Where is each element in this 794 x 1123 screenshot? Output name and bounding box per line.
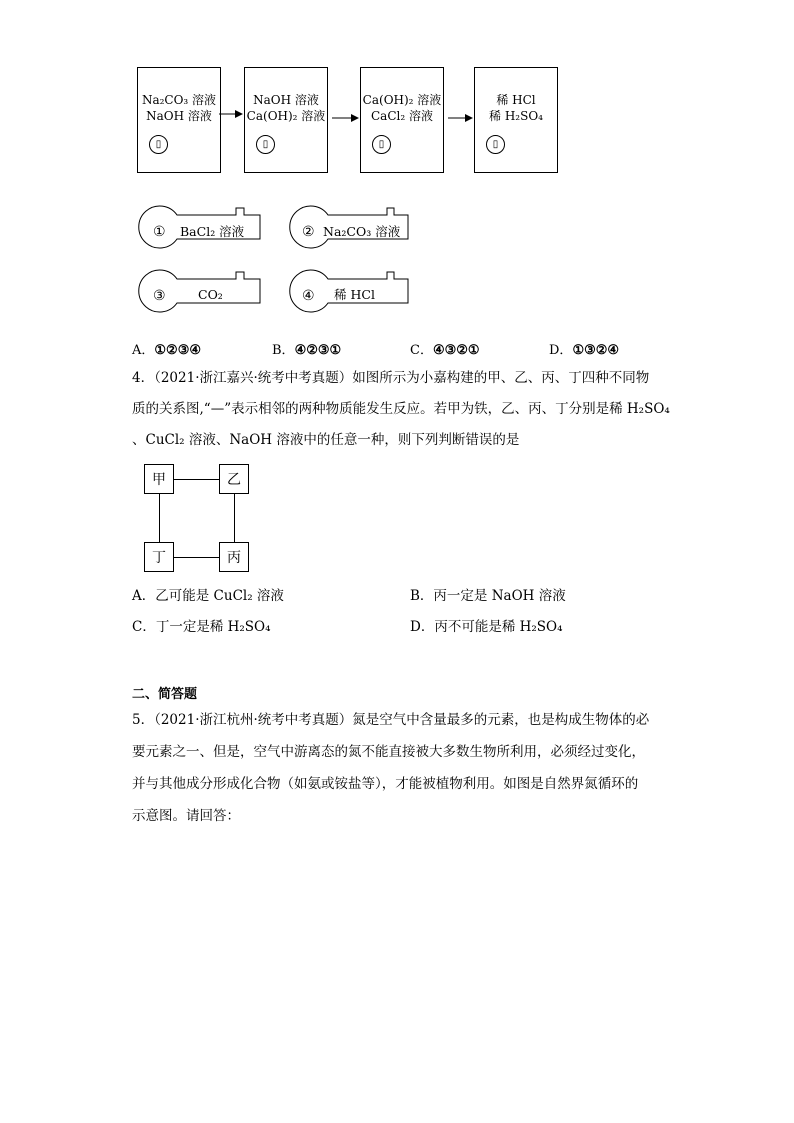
bottle-2-label: Na₂CO₃ 溶液 bbox=[323, 224, 401, 239]
edge-ding-bing bbox=[174, 557, 219, 558]
bottle-3-number: ③ bbox=[153, 288, 166, 304]
q3-option-b bbox=[272, 339, 341, 358]
q5-line-3: 并与其他成分形成化合物（如氨或铵盐等），才能被植物利用。如图是自然界氮循环的 bbox=[132, 776, 639, 792]
bottles-diagram bbox=[0, 195, 794, 315]
bottle-3-label: CO₂ bbox=[198, 287, 223, 302]
option-text: ①②③④ bbox=[154, 343, 202, 358]
q4-option-b: B．丙一定是 NaOH 溶液 bbox=[410, 588, 566, 604]
bottle-4-label: 稀 HCl bbox=[334, 287, 375, 302]
bottle-1-label: BaCl₂ 溶液 bbox=[180, 224, 245, 239]
flow-box-2-line2: Ca(OH)₂ 溶液 bbox=[246, 109, 326, 123]
q4-option-a: A．乙可能是 CuCl₂ 溶液 bbox=[132, 588, 284, 604]
option-text: ④②③① bbox=[294, 343, 342, 358]
flow-box-4-line2: 稀 H₂SO₄ bbox=[489, 109, 543, 123]
section-heading: 二、简答题 bbox=[132, 687, 198, 702]
option-letter: C． bbox=[410, 343, 433, 358]
bottle-2-number: ② bbox=[302, 224, 315, 240]
q4-line-3: 、CuCl₂ 溶液、NaOH 溶液中的任意一种，则下列判断错误的是 bbox=[132, 432, 520, 448]
q5-line-2: 要元素之一、但是，空气中游离态的氮不能直接被大多数生物所利用，必须经过变化， bbox=[132, 744, 645, 760]
flow-arrows bbox=[0, 0, 794, 200]
flow-box-4-line1: 稀 HCl bbox=[496, 93, 536, 107]
flow-box-1-line2: NaOH 溶液 bbox=[146, 109, 212, 123]
flow-box-2-blank-circle: ▯ bbox=[256, 135, 275, 154]
bottle-1-number: ① bbox=[153, 224, 166, 240]
q5-line-4: 示意图。请回答： bbox=[132, 808, 240, 824]
option-letter: B． bbox=[272, 343, 295, 358]
flow-box-3-blank-circle: ▯ bbox=[372, 135, 391, 154]
bottle-4-number: ④ bbox=[302, 288, 315, 304]
flow-box-4-blank-circle: ▯ bbox=[486, 135, 505, 154]
option-text: ①③②④ bbox=[572, 343, 620, 358]
node-ding: 丁 bbox=[144, 542, 174, 572]
flow-box-3-line2: CaCl₂ 溶液 bbox=[371, 109, 433, 123]
node-bing: 丙 bbox=[219, 542, 249, 572]
flow-box-1-blank-circle: ▯ bbox=[149, 135, 168, 154]
option-text: ④③②① bbox=[432, 343, 480, 358]
q4-option-d: D．丙不可能是稀 H₂SO₄ bbox=[410, 619, 563, 635]
q3-option-d bbox=[549, 339, 619, 358]
q4-option-c: C．丁一定是稀 H₂SO₄ bbox=[132, 619, 271, 635]
edge-jia-ding bbox=[159, 494, 160, 542]
flow-box-2-line1: NaOH 溶液 bbox=[253, 93, 319, 107]
node-jia: 甲 bbox=[144, 464, 174, 494]
node-yi: 乙 bbox=[219, 464, 249, 494]
flow-box-1-line1: Na₂CO₃ 溶液 bbox=[141, 93, 217, 107]
option-letter: A． bbox=[132, 343, 155, 358]
q3-option-a bbox=[132, 339, 201, 358]
flow-box-3-line1: Ca(OH)₂ 溶液 bbox=[362, 93, 442, 107]
edge-jia-yi bbox=[174, 479, 219, 480]
q5-line-1: 5．（2021·浙江杭州·统考中考真题）氮是空气中含量最多的元素，也是构成生物体的必 bbox=[132, 712, 650, 728]
option-letter: D． bbox=[549, 343, 573, 358]
edge-yi-bing bbox=[234, 494, 235, 542]
q3-option-c bbox=[410, 339, 480, 358]
q4-line-2: 质的关系图,“—”表示相邻的两种物质能发生反应。若甲为铁，乙、丙、丁分别是稀 H₂SO₄ bbox=[132, 401, 670, 417]
q4-line-1: 4．（2021·浙江嘉兴·统考中考真题）如图所示为小嘉构建的甲、乙、丙、丁四种不同物 bbox=[132, 370, 650, 386]
